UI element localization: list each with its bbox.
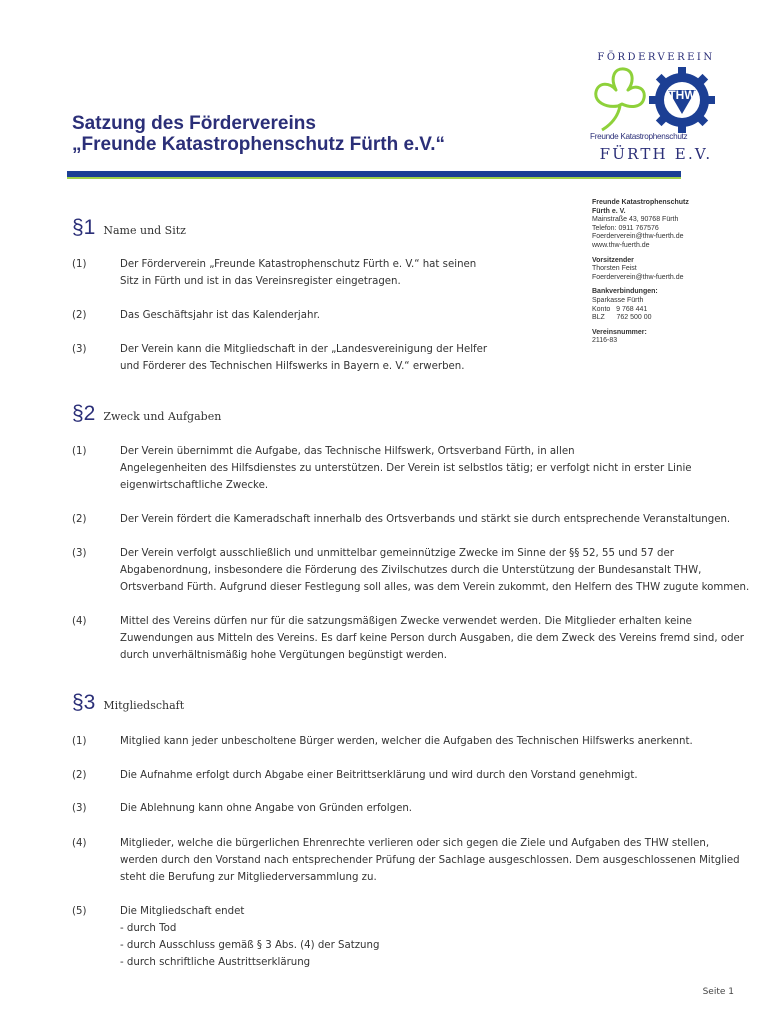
header-rule-green xyxy=(67,177,681,179)
address-line: Mainstraße 43, 90768 Fürth xyxy=(592,216,679,224)
paragraph-text xyxy=(120,511,731,528)
logo xyxy=(588,52,720,164)
paragraph-text xyxy=(120,835,740,886)
text-line: Ortsverband Fürth. Aufgrund dieser Festlegung soll alles, was dem Verein zukommt, den Helfern des THW zugute kommen. xyxy=(120,582,750,593)
registration-label: Vereinsnummer: xyxy=(592,328,647,336)
paragraph-number: (1) xyxy=(72,259,87,270)
paragraph-number: (5) xyxy=(72,906,87,917)
paragraph-text xyxy=(120,443,720,494)
paragraph-text xyxy=(120,800,720,817)
text-line: Abgabenordnung, insbesondere die Förderung des Zivilschutzes durch die Unterstützung der Bundesanstalt THW, xyxy=(120,565,702,576)
text-line: Die Aufnahme erfolgt durch Abgabe einer Beitrittserklärung und wird durch den Vorstand genehmigt. xyxy=(120,770,638,781)
paragraph-number: (3) xyxy=(72,548,87,559)
section-name: Mitgliedschaft xyxy=(103,699,185,712)
text-line: Sitz in Fürth und ist in das Vereinsregister eingetragen. xyxy=(120,276,401,287)
text-line: Der Verein übernimmt die Aufgabe, das Technische Hilfswerk, Ortsverband Fürth, in allen xyxy=(120,446,575,457)
paragraph-number: (2) xyxy=(72,770,87,781)
paragraph-number: (4) xyxy=(72,838,87,849)
text-line: Zuwendungen aus Mitteln des Vereins. Es darf keine Person durch Ausgaben, die dem Zweck des Vereins fremd sind, oder xyxy=(120,633,744,644)
bank-line: Konto 9 768 441 xyxy=(592,305,648,313)
chair-name: Thorsten Feist xyxy=(592,265,637,273)
page-number: Seite 1 xyxy=(702,987,734,997)
section-number: §3 xyxy=(72,691,96,714)
text-line: Der Förderverein „Freunde Katastrophenschutz Fürth e. V.“ hat seinen xyxy=(120,259,477,270)
text-line: eigenwirtschaftliche Zwecke. xyxy=(120,480,269,491)
document-title xyxy=(72,113,445,155)
paragraph-text xyxy=(120,545,750,596)
bank-label: Bankverbindungen: xyxy=(592,288,658,296)
website-link[interactable]: www.thw-fuerth.de xyxy=(592,241,650,249)
paragraph-number: (1) xyxy=(72,446,87,457)
text-line: durch unverhältnismäßig hohe Vergütungen begünstigt werden. xyxy=(120,650,447,661)
text-line: Die Ablehnung kann ohne Angabe von Gründen erfolgen. xyxy=(120,803,413,814)
paragraph-number: (2) xyxy=(72,310,87,321)
section-heading-1 xyxy=(72,216,186,240)
svg-text:THW: THW xyxy=(668,88,696,102)
paragraph-text xyxy=(120,733,720,750)
text-line: steht die Berufung zur Mitgliederversammlung zu. xyxy=(120,872,377,883)
text-line: Mitglied kann jeder unbescholtene Bürger werden, welcher die Aufgaben des Technischen Hilfswerks anerkennt. xyxy=(120,736,693,747)
logo-middle-text: Freunde Katastrophenschutz xyxy=(590,132,688,141)
logo-bottom-text: FÜRTH E.V. xyxy=(599,145,713,163)
paragraph-number: (3) xyxy=(72,803,87,814)
title-line-2: „Freunde Katastrophenschutz Fürth e.V.“ xyxy=(72,134,446,155)
section-heading-3 xyxy=(72,691,184,715)
org-name-line: Fürth e. V. xyxy=(592,207,626,215)
org-block xyxy=(592,199,712,251)
paragraph-number: (3) xyxy=(72,344,87,355)
paragraph-text xyxy=(120,341,720,375)
text-line: werden durch den Vorstand nach entsprechender Prüfung der Sachlage ausgeschlossen. Dem ausgeschlossenen Mitglied xyxy=(120,855,740,866)
title-line-1: Satzung des Fördervereins xyxy=(72,113,316,134)
section-name: Name und Sitz xyxy=(103,224,186,237)
text-line: - durch schriftliche Austrittserklärung xyxy=(120,957,311,968)
section-heading-2 xyxy=(72,402,221,426)
paragraph-number: (4) xyxy=(72,616,87,627)
text-line: Das Geschäftsjahr ist das Kalenderjahr. xyxy=(120,310,320,321)
text-line: - durch Tod xyxy=(120,923,177,934)
registration-number: 2116-83 xyxy=(592,337,618,345)
paragraph-number: (1) xyxy=(72,736,87,747)
logo-top-text: FÖRDERVEREIN xyxy=(597,52,715,63)
text-line: und Förderer des Technischen Hilfswerks in Bayern e. V.“ erwerben. xyxy=(120,361,465,372)
bank-line: BLZ 762 500 00 xyxy=(592,314,652,322)
logo-emblem-icon xyxy=(588,64,720,134)
text-line: Der Verein kann die Mitgliedschaft in der „Landesvereinigung der Helfer xyxy=(120,344,488,355)
text-line: - durch Ausschluss gemäß § 3 Abs. (4) der Satzung xyxy=(120,940,380,951)
section-number: §2 xyxy=(72,402,96,425)
section-number: §1 xyxy=(72,216,96,239)
text-line: Angelegenheiten des Hilfsdienstes zu unterstützen. Der Verein ist selbstlos tätig; er verfolgt nicht in erster Linie xyxy=(120,463,692,474)
chair-email-link[interactable]: Foerderverein@thw-fuerth.de xyxy=(592,273,684,281)
paragraph-text xyxy=(120,903,720,971)
phone-line: Telefon: 0911 767576 xyxy=(592,224,659,232)
paragraph-text xyxy=(120,307,720,324)
text-line: Mitglieder, welche die bürgerlichen Ehrenrechte verlieren oder sich gegen die Ziele und Aufgaben des THW stellen, xyxy=(120,838,710,849)
bank-line: Sparkasse Fürth xyxy=(592,296,644,304)
text-line: Der Verein verfolgt ausschließlich und unmittelbar gemeinnützige Zwecke im Sinne der §§ 52, 55 und 57 der xyxy=(120,548,674,559)
paragraph-text xyxy=(120,256,720,290)
paragraph-text xyxy=(120,767,720,784)
paragraph-number: (2) xyxy=(72,514,87,525)
section-name: Zweck und Aufgaben xyxy=(103,410,222,423)
chair-label: Vorsitzender xyxy=(592,256,634,264)
text-line: Die Mitgliedschaft endet xyxy=(120,906,245,917)
paragraph-text xyxy=(120,613,744,664)
text-line: Mittel des Vereins dürfen nur für die satzungsmäßigen Zwecke verwendet werden. Die Mitglieder erhalten keine xyxy=(120,616,692,627)
org-name-line: Freunde Katastrophenschutz xyxy=(592,199,689,206)
email-link[interactable]: Foerderverein@thw-fuerth.de xyxy=(592,233,684,241)
text-line: Der Verein fördert die Kameradschaft innerhalb des Ortsverbands und stärkt sie durch entsprechende Veranstaltungen. xyxy=(120,514,731,525)
